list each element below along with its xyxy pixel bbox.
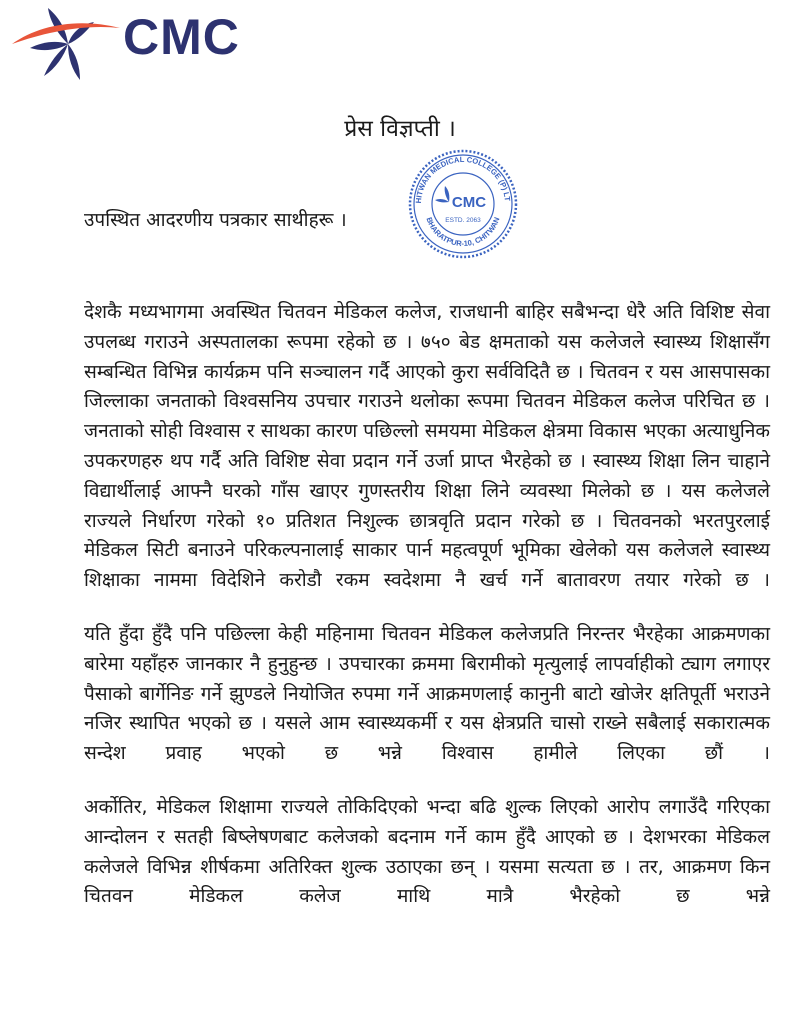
paragraph-2: यति हुँदा हुँदै पनि पछिल्ला केही महिनामा चितवन मेडिकल कलेजप्रति निरन्तर भैरहेका आक्रमणका बारेमा यहाँहरु जानकार नै हुनुहुन्छ । उपचारका क्रममा बिरामीको मृत्युलाई लापर्वाहीको ट्याग लगाएर पैसाको बार्गेनिङ गर्ने झुण्डले नियोजित रुपमा गर्ने आक्रमणलाई कानुनी बाटो खोजेर क्षतिपूर्ती भराउने नजिर स्थापित भएको छ । यसले आम स्वास्थ्यकर्मी र यस क्षेत्रप्रति चासो राख्ने सबैलाई सकारात्मक सन्देश प्रवाह भएको छ भन्ने विश्वास हामीले लिएका छौं । bbox=[84, 622, 770, 765]
seal-top-text: HITWAN MEDICAL COLLEGE (P) LT bbox=[413, 154, 512, 204]
seal-estd-text: ESTD. 2063 bbox=[445, 217, 481, 224]
press-release-body bbox=[84, 298, 770, 912]
salutation: उपस्थित आदरणीय पत्रकार साथीहरू । bbox=[84, 209, 347, 231]
cmc-logo bbox=[10, 4, 250, 84]
cmc-star-logo-icon bbox=[10, 4, 122, 84]
seal-bottom-text: BHARATPUR-10, CHITWAN bbox=[424, 215, 502, 249]
paragraph-3: अर्कोतिर, मेडिकल शिक्षामा राज्यले तोकिदिएको भन्दा बढि शुल्क लिएको आरोप लगाउँदै गरिएका आन्दोलन र सतही बिष्लेषणबाट कलेजको बदनाम गर्ने काम हुँदै आएको छ । देशभरका मेडिकल कलेजले विभिन्न शीर्षकमा अतिरिक्त शुल्क उठाएका छन् । यसमा सत्यता छ । तर, आक्रमण किन चितवन मेडिकल कलेज माथि मात्रै भैरहेको छ भन्ने bbox=[84, 795, 770, 908]
seal-center-text: CMC bbox=[451, 194, 487, 211]
college-seal bbox=[407, 148, 519, 260]
page-title: प्रेस विज्ञप्ती । bbox=[344, 116, 456, 142]
logo-text: CMC bbox=[123, 9, 240, 65]
paragraph-1: देशकै मध्यभागमा अवस्थित चितवन मेडिकल कलेज, राजधानी बाहिर सबैभन्दा धेरै अति विशिष्ट सेवा उपलब्ध गराउने अस्पतालका रूपमा रहेको छ । ७५० बेड क्षमताको यस कलेजले स्वास्थ्य शिक्षासँग सम्बन्धित विभिन्न कार्यक्रम पनि सञ्चालन गर्दै आएको कुरा सर्वविदितै छ । चितवन र यस आसपासका जिल्लाका जनताको विश्वसनिय उपचार गराउने थलोका रूपमा चितवन मेडिकल कलेज परिचित छ । जनताको सोही विश्वास र साथका कारण पछिल्लो समयमा मेडिकल क्षेत्रमा विकास भएका अत्याधुनिक उपकरणहरु थप गर्दै अति विशिष्ट सेवा प्रदान गर्ने उर्जा प्राप्त भैरहेको छ । स्वास्थ्य शिक्षा लिन चाहाने विद्यार्थीलाई आफ्नै घरको गाँस खाएर गुणस्तरीय शिक्षा लिने व्यवस्था मिलेको छ । यस कलेजले राज्यले निर्धारण गरेको १० प्रतिशत निशुल्क छात्रवृति प्रदान गरेको छ । चितवनको भरतपुरलाई मेडिकल सिटी बनाउने परिकल्पनालाई साकार पार्न महत्वपूर्ण भूमिका खेलेको यस कलेजले स्वास्थ्य शिक्षाका नाममा विदेशिने करोडौ रकम स्वदेशमा नै खर्च गर्ने बातावरण तयार गरेको छ । bbox=[84, 301, 770, 592]
